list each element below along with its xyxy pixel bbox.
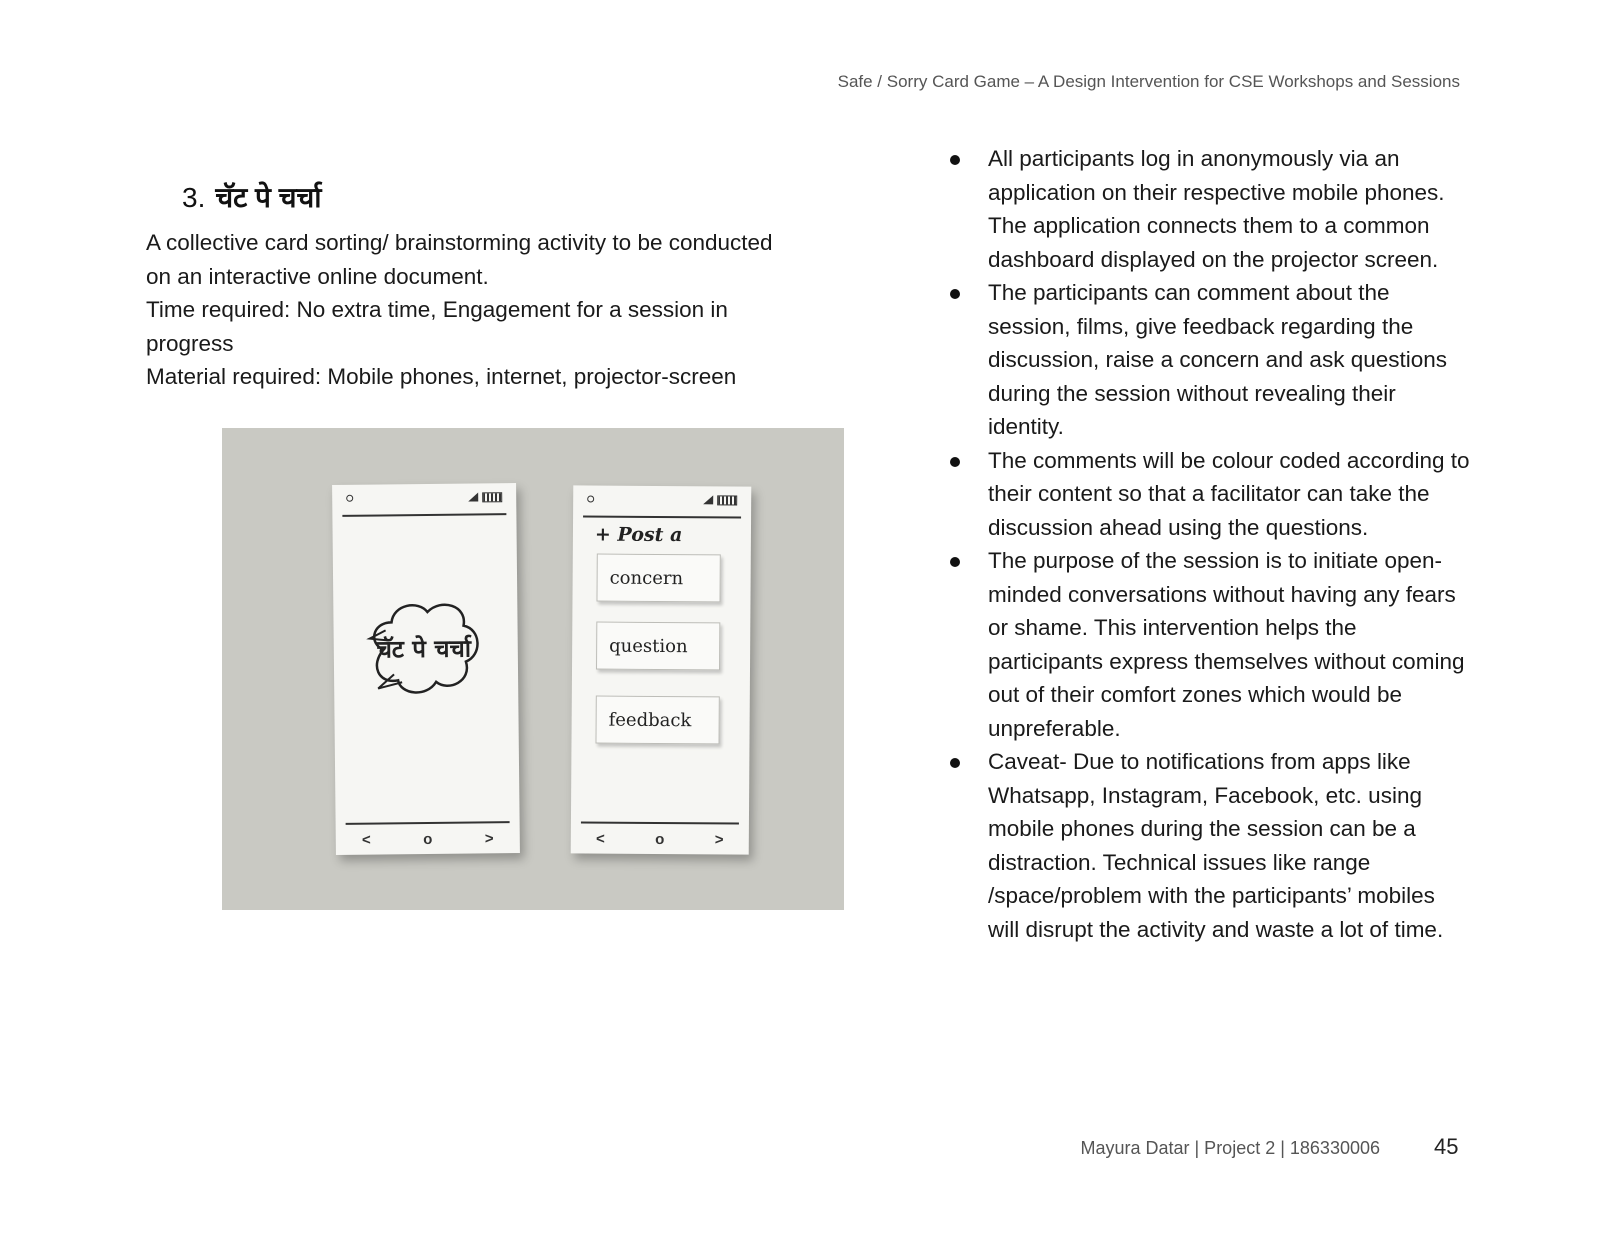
list-item [950,544,1470,745]
bullet-icon [950,457,960,467]
list-item-text: The comments will be colour coded according to their content so that a facilitator can take the discussion ahead using the questions. [988,447,1470,540]
nav-icons [571,830,749,848]
question-button-sketch: question [596,622,720,671]
list-item [950,276,1470,444]
section-description [146,226,776,394]
bullet-list [950,142,1470,946]
paper-prototype-photo [222,428,844,910]
list-item-text: All participants log in anonymously via an application on their respective mobile phones. The application connects them to a common dashboard displayed on the projector screen. [988,146,1445,272]
right-column [950,142,1470,946]
list-item-text: The participants can comment about the session, films, give feedback regarding the discussion, raise a concern and ask questions during the session without revealing their identity. [988,280,1448,439]
time-required-paragraph: Time required: No extra time, Engagement for a session in progress [146,297,728,356]
paper-phone-splash [332,483,520,855]
bullet-icon [950,289,960,299]
running-header: Safe / Sorry Card Game – A Design Intervention for CSE Workshops and Sessions [837,72,1460,91]
nav-bar-line [346,821,510,825]
page-number: 45 [1434,1134,1459,1159]
left-column [146,170,776,394]
description-paragraph: A collective card sorting/ brainstorming activity to be conducted on an interactive online document. [146,230,773,289]
home-icon: o [423,830,433,849]
status-bar-line [342,513,506,517]
concern-button-sketch: concern [596,554,720,603]
nav-icons [336,830,520,849]
forward-icon: > [714,831,724,849]
material-required-paragraph: Material required: Mobile phones, internet, projector-screen [146,364,737,389]
list-item [950,444,1470,545]
speech-bubble-logo [363,593,484,704]
forward-icon: > [484,830,494,848]
signal-icon [468,492,478,501]
footer-credit: Mayura Datar | Project 2 | 186330006 [1080,1138,1380,1158]
camera-icon [346,495,353,502]
bullet-icon [950,557,960,567]
nav-bar-line [581,821,739,824]
bullet-icon [950,758,960,768]
feedback-button-sketch: feedback [595,696,719,745]
status-bar-line [583,515,741,518]
list-item [950,142,1470,276]
camera-icon [587,495,594,502]
paper-phone-post [571,485,752,854]
battery-icon [482,492,502,502]
list-item-text: The purpose of the session is to initiate open-minded conversations without having any fears or shame. This intervention helps the participants express themselves without coming out of their comfort zones which would be unpreferable. [988,548,1465,741]
list-item-text: Caveat- Due to notifications from apps like Whatsapp, Instagram, Facebook, etc. using mobile phones during the session can be a distraction. Technical issues like range /space/problem with the participants’ mobiles will disrupt the activity and waste a lot of time. [988,749,1444,942]
signal-icon [703,495,713,504]
post-label: + Post a [594,523,683,547]
section-title [182,178,776,216]
list-item [950,745,1470,946]
home-icon: o [655,830,665,849]
section-title-text: चॅट पे चर्चा [215,182,322,213]
bullet-icon [950,155,960,165]
bubble-text: चॅट पे चर्चा [376,634,472,664]
section-number: 3. [182,182,206,213]
battery-icon [717,495,737,505]
back-icon: < [361,831,371,849]
back-icon: < [595,830,605,848]
